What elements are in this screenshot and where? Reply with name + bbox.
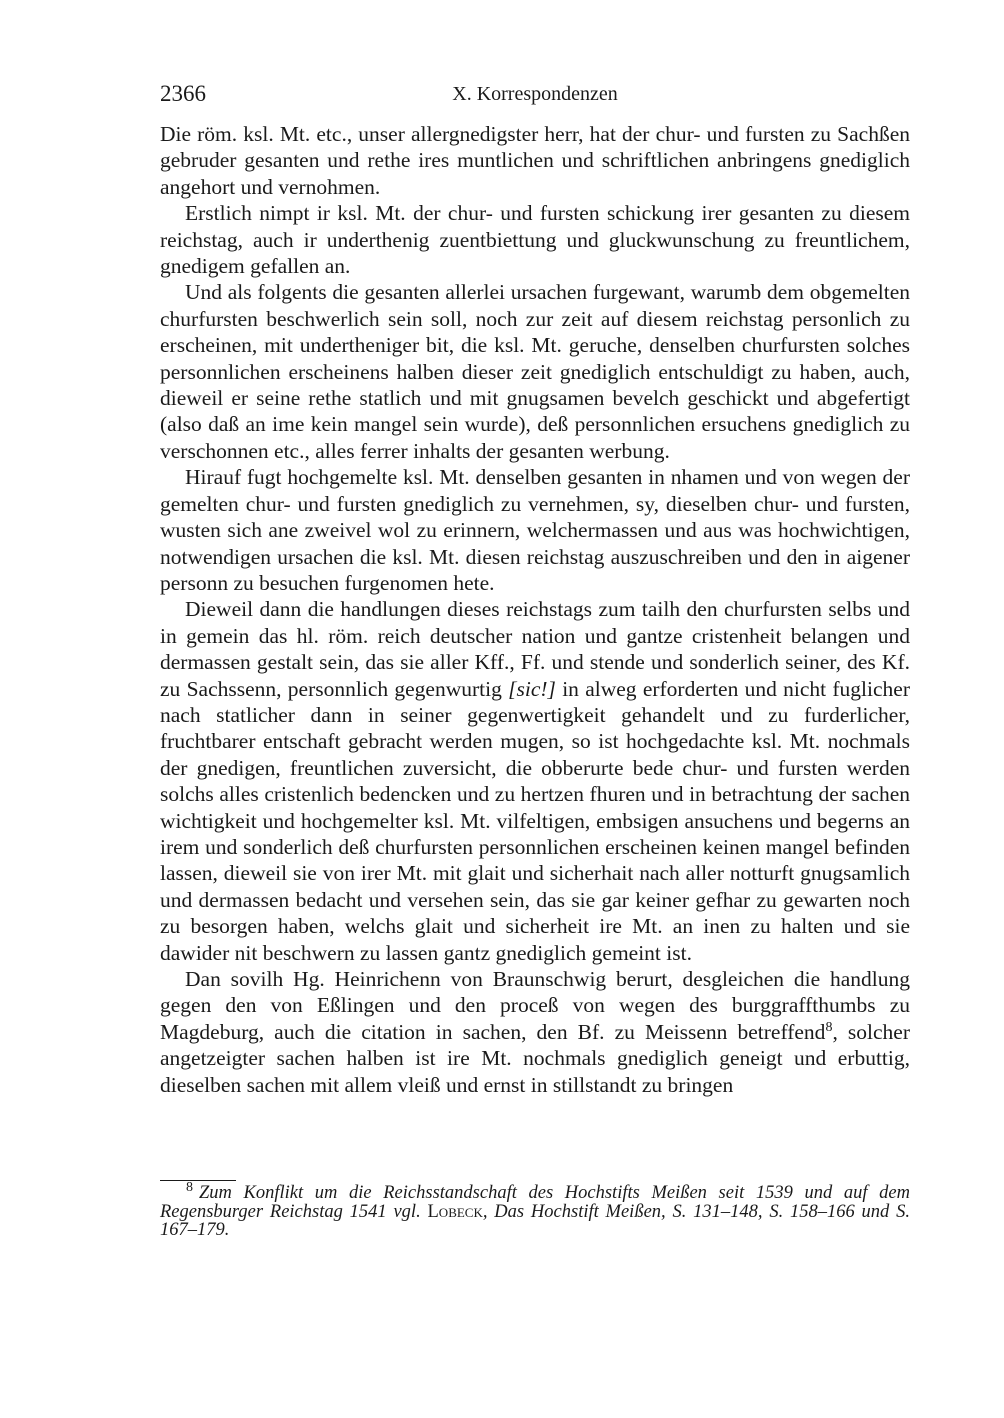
page-number: 2366 — [160, 81, 206, 106]
paragraph-5 — [160, 596, 910, 966]
paragraph-2: Erstlich nimpt ir ksl. Mt. der chur- und fursten schickung irer gesanten zu diesem reichstag, auch ir underthenig zuentbiettung und gluckwunschung zu freuntlichem, gnedigem gefallen an. — [160, 201, 910, 279]
footnote-divider — [160, 1180, 236, 1181]
sic-annotation: [sic!] — [508, 676, 556, 701]
paragraph-5-text-b: in alweg erforderten und nicht fuglicher nach statlicher dann in seiner gegenwertigkeit gehandelt und zu furderlicher, fruchtbarer entschaft gebracht werden mugen, so ist hochgedachte ksl. Mt. nochmals der gnedigen, freuntlichen zuversicht, die obberurte bede chur- und fursten werden solchs alles cristenlich bedencken und zu hertzen fhuren und in betrachtung der sachen wichtigkeit und hochgemelter ksl. Mt. vilfeltigen, embsigen ansuchens und begerns an irem und sonderlich deß churfursten personnlichen erscheinen keinen mangel befinden lassen, dieweil sie von irer Mt. mit glait und sicherhait nach aller notturft gnugsamlich und dermassen bedacht und versehen sein, das sie gar keiner gefhar zu gewarten noch zu besorgen haben, welchs glait und sicherheit ire Mt. an inen zu halten und sie dawider nit beschwern zu lassen gantz gnediglich gemeint ist. — [160, 676, 910, 965]
paragraph-1: Die röm. ksl. Mt. etc., unser allergnedigster herr, hat der chur- und fursten zu Sachßen gebruder gesanten und rethe ires muntlichen und schriftlichen anbringens gnediglich angehort und vernohmen. — [160, 122, 910, 199]
paragraph-5-text-a: Dieweil dann die handlungen dieses reichstags zum tailh den churfursten selbs und in gemein das hl. röm. reich deutscher nation und gantze cristenheit belangen und dermassen gestalt sein, das sie aller Kff., Ff. und stende und sonderlich seiner, des Kf. zu Sachssenn, personnlich gegenwurtig — [160, 597, 910, 701]
footnote — [160, 1179, 910, 1240]
footnote-text-a: Zum Konflikt um die Reichsstandschaft des Hochstifts Meißen seit 1539 und auf dem Regensburger Reichstag 1541 vgl. — [160, 1183, 910, 1222]
paragraph-3: Und als folgents die gesanten allerlei ursachen furgewant, warumb dem obgemelten churfursten beschwerlich sein soll, noch zur zeit auf diesem reichstag personlich zu erscheinen, mit undertheniger bit, die ksl. Mt. geruche, denselben churfursten solches personnlichen erscheinens halben dieser zeit gnediglich entschuldigt zu haben, auch, dieweil er seine rethe statlich und mit gnugsamen bevelch geschickt und abgefertigt (also daß an ime kein mangel sein wurde), deß personnlichen ersuchens gnediglich zu verschonnen etc., alles ferrer inhalts der gesanten werbung. — [160, 280, 910, 463]
paragraph-6 — [160, 966, 910, 1098]
body-text — [160, 121, 910, 1098]
paragraph-6-text-a: Dan sovilh Hg. Heinrichenn von Braunschwig berurt, desgleichen die handlung gegen den von Eßlingen und den proceß von wegen des burggraffthumbs zu Magdeburg, auch die citation in sachen, den Bf. zu Meissenn betreffend — [160, 967, 910, 1044]
page-header — [160, 78, 910, 110]
paragraph-6-text-b: , solcher angetzeigter sachen halben ist ire Mt. nochmals gnediglich geneigt und erbuttig, dieselben sachen mit allem vleiß und ernst in stillstandt zu bringen — [160, 1019, 910, 1097]
footnote-author: Lobeck — [427, 1201, 483, 1222]
paragraph-4: Hirauf fugt hochgemelte ksl. Mt. denselben gesanten in nhamen und von wegen der gemelten chur- und fursten gnediglich zu vernehmen, sy, dieselben chur- und fursten, wusten sich ane zweivel wol zu erinnern, welchermassen und aus was hochwichtigen, notwendigen ursachen die ksl. Mt. diesen reichstag auszuschreiben und den in aigener personn zu besuchen furgenomen hete. — [160, 465, 910, 595]
footnote-reference[interactable]: 8 — [825, 1019, 833, 1035]
running-head: X. Korrespondenzen — [452, 83, 618, 105]
footnote-text-b: , Das Hochstift Meißen, S. 131–148, S. 158–166 und S. 167–179. — [160, 1201, 910, 1240]
footnote-number: 8 — [186, 1179, 193, 1195]
